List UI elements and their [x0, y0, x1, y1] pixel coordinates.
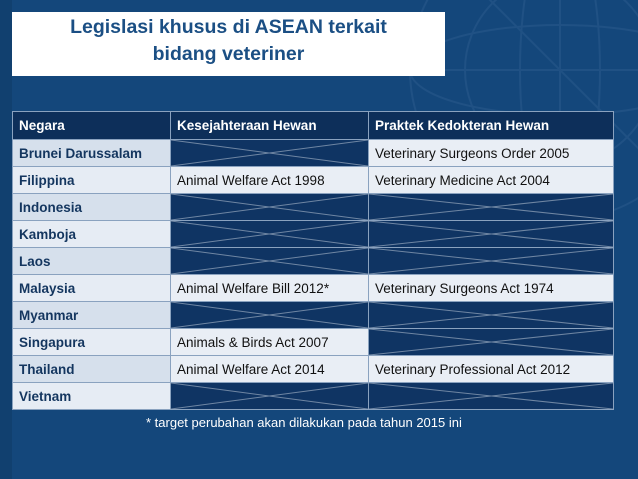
header-animal-welfare: Kesejahteraan Hewan — [171, 112, 369, 140]
animal-welfare-cell-empty — [171, 194, 369, 221]
country-cell: Filippina — [13, 167, 171, 194]
table-row — [13, 140, 614, 167]
country-cell: Indonesia — [13, 194, 171, 221]
slide-title-line-2: bidang veteriner — [152, 43, 305, 65]
country-cell: Myanmar — [13, 302, 171, 329]
veterinary-practice-cell-empty — [369, 194, 614, 221]
veterinary-practice-cell: Veterinary Medicine Act 2004 — [369, 167, 614, 194]
legislation-table — [12, 111, 614, 410]
table-row — [13, 275, 614, 302]
animal-welfare-cell: Animals & Birds Act 2007 — [171, 329, 369, 356]
slide-title-line-1: Legislasi khusus di ASEAN terkait — [70, 16, 387, 38]
veterinary-practice-cell-empty — [369, 248, 614, 275]
table-row — [13, 329, 614, 356]
animal-welfare-cell-empty — [171, 140, 369, 167]
veterinary-practice-cell: Veterinary Professional Act 2012 — [369, 356, 614, 383]
country-cell: Singapura — [13, 329, 171, 356]
veterinary-practice-cell: Veterinary Surgeons Act 1974 — [369, 275, 614, 302]
veterinary-practice-cell-empty — [369, 302, 614, 329]
animal-welfare-cell: Animal Welfare Bill 2012* — [171, 275, 369, 302]
table-row — [13, 248, 614, 275]
animal-welfare-cell-empty — [171, 221, 369, 248]
title-box — [12, 12, 445, 76]
table-row — [13, 383, 614, 410]
veterinary-practice-cell-empty — [369, 221, 614, 248]
table-row — [13, 302, 614, 329]
table-row — [13, 221, 614, 248]
animal-welfare-cell-empty — [171, 248, 369, 275]
veterinary-practice-cell-empty — [369, 329, 614, 356]
table-row — [13, 167, 614, 194]
table-header-row — [13, 112, 614, 140]
table-body — [13, 140, 614, 410]
country-cell: Malaysia — [13, 275, 171, 302]
footnote: * target perubahan akan dilakukan pada tahun 2015 ini — [146, 415, 462, 430]
header-veterinary-practice: Praktek Kedokteran Hewan — [369, 112, 614, 140]
country-cell: Laos — [13, 248, 171, 275]
country-cell: Brunei Darussalam — [13, 140, 171, 167]
animal-welfare-cell: Animal Welfare Act 1998 — [171, 167, 369, 194]
animal-welfare-cell-empty — [171, 302, 369, 329]
country-cell: Thailand — [13, 356, 171, 383]
veterinary-practice-cell: Veterinary Surgeons Order 2005 — [369, 140, 614, 167]
animal-welfare-cell-empty — [171, 383, 369, 410]
country-cell: Kamboja — [13, 221, 171, 248]
country-cell: Vietnam — [13, 383, 171, 410]
animal-welfare-cell: Animal Welfare Act 2014 — [171, 356, 369, 383]
table-row — [13, 194, 614, 221]
table-row — [13, 356, 614, 383]
veterinary-practice-cell-empty — [369, 383, 614, 410]
header-country: Negara — [13, 112, 171, 140]
